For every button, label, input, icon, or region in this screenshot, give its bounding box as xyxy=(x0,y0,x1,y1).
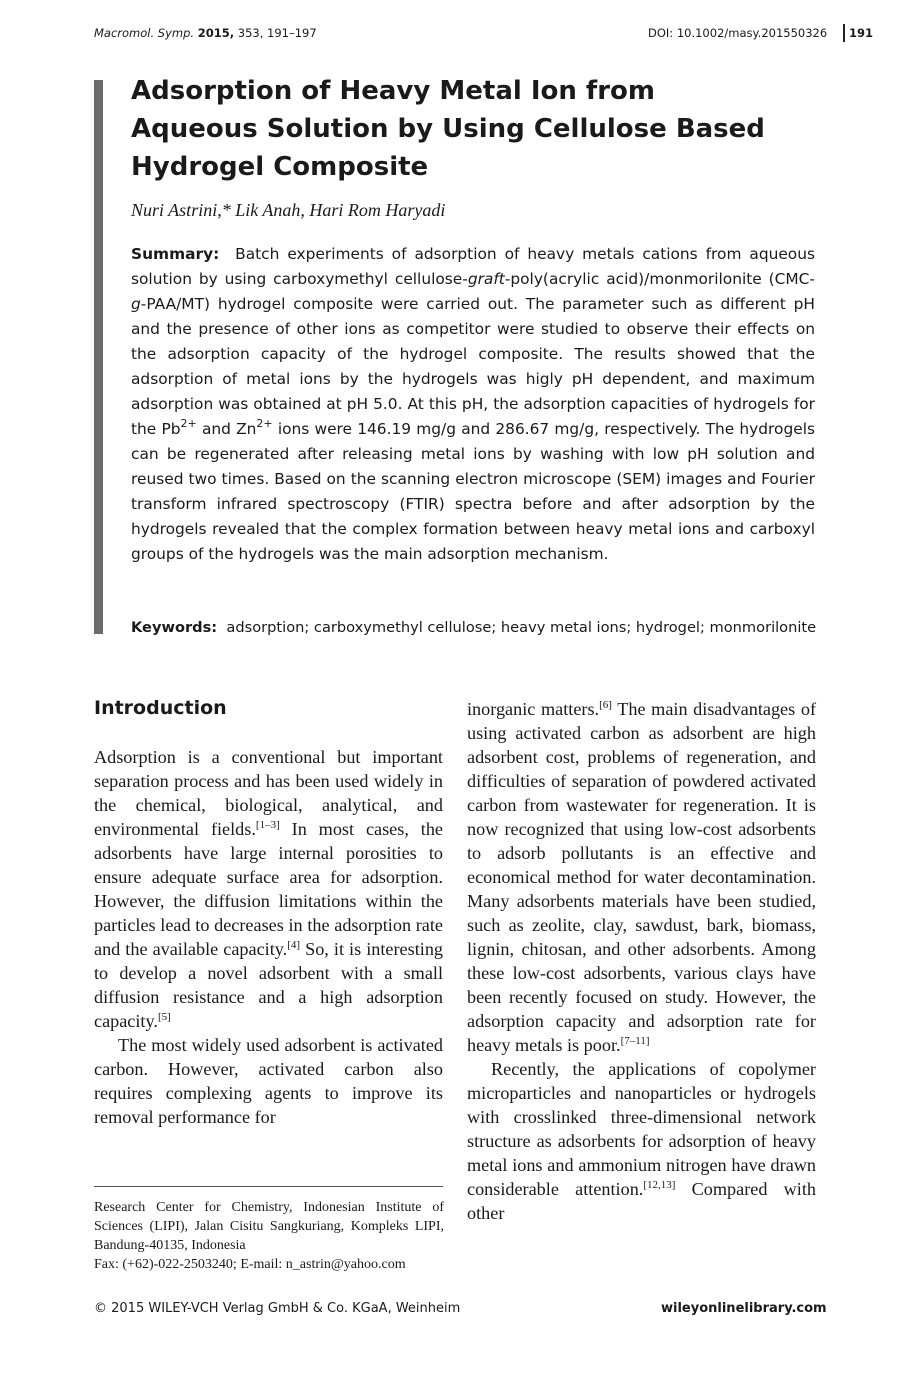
paragraph-text: Compared with other xyxy=(467,1179,816,1223)
keywords-label: Keywords: xyxy=(131,619,218,636)
footnote-divider xyxy=(94,1186,443,1187)
journal-year: 2015, xyxy=(197,26,235,40)
summary-text: -poly(acrylic acid)/monmorilonite (CMC- xyxy=(504,270,815,288)
summary-text: and Zn xyxy=(196,420,257,438)
page-number: 191 xyxy=(849,26,874,40)
paragraph xyxy=(94,745,443,1033)
citation-ref[interactable]: [1–3] xyxy=(255,819,280,831)
footnote-affiliation: Research Center for Chemistry, Indonesian Institute of Sciences (LIPI), Jalan Cisitu Sangkuriang, Kompleks LIPI, Bandung-40135, Indonesia xyxy=(94,1200,444,1253)
abstract-sidebar-bar xyxy=(94,80,103,634)
citation-ref[interactable]: [4] xyxy=(287,939,301,951)
header-divider xyxy=(843,24,845,42)
journal-name: Macromol. Symp. xyxy=(94,26,195,40)
paragraph-text: So, it is interesting to develop a novel adsorbent with a small diffusion resistance and a high adsorption capacity. xyxy=(94,939,443,1031)
summary-italic-g: g xyxy=(131,295,141,313)
doi[interactable]: DOI: 10.1002/masy.201550326 xyxy=(648,26,828,40)
author-list: Nuri Astrini,* Lik Anah, Hari Rom Haryadi xyxy=(131,200,446,220)
paragraph-text: Recently, the applications of copolymer microparticles and nanoparticles or hydrogels with crosslinked three-dimensional network structure as adsorbents for adsorption of heavy metal ions and ammonium nitrogen have drawn considerable attention. xyxy=(467,1059,816,1199)
article-title: Adsorption of Heavy Metal Ion from Aqueous Solution by Using Cellulose Based Hydrogel Composite xyxy=(131,76,765,182)
citation-ref[interactable]: [5] xyxy=(157,1011,171,1023)
superscript-charge: 2+ xyxy=(256,417,273,430)
summary-text: Batch experiments of adsorption of heavy metals cations from aqueous solution by using carboxymethyl cellulose- xyxy=(131,245,815,288)
section-heading-introduction: Introduction xyxy=(94,697,227,719)
citation-ref[interactable]: [7–11] xyxy=(620,1035,650,1047)
keywords xyxy=(131,617,821,639)
paragraph-text: Adsorption is a conventional but important separation process and has been used widely in the chemical, biological, analytical, and environmental fields. xyxy=(94,747,443,839)
paragraph xyxy=(467,1057,816,1225)
publisher-website-link[interactable]: wileyonlinelibrary.com xyxy=(661,1301,827,1316)
author-footnote xyxy=(94,1198,444,1274)
summary-label: Summary: xyxy=(131,245,220,263)
running-header-citation xyxy=(94,26,317,40)
copyright-notice: © 2015 WILEY-VCH Verlag GmbH & Co. KGaA, Weinheim xyxy=(94,1301,461,1316)
summary-text: ions were 146.19 mg/g and 286.67 mg/g, respectively. The hydrogels can be regenerated after releasing metal ions by washing with low pH solution and reused two times. Based on the scanning electron microscope (SEM) images and Fourier transform infrared spectroscopy (FTIR) spectra before and after adsorption by the hydrogels revealed that the complex formation between heavy metal ions and carboxyl groups of the hydrogels was the main adsorption mechanism. xyxy=(131,420,815,563)
paragraph-text: The main disadvantages of using activated carbon as adsorbent are high adsorbent cost, problems of regeneration, and difficulties of separation of powdered activated carbon from wastewater for regeneration. It is now recognized that using low-cost adsorbents to adsorb pollutants is an effective and economical method for water decontamination. Many adsorbents materials have been studied, such as zeolite, clay, sawdust, bark, biomass, lignin, chitosan, and other adsorbents. Among these low-cost adsorbents, various clays have been recently focused on study. However, the adsorption capacity and adsorption rate for heavy metals is poor. xyxy=(467,699,817,1055)
journal-volume-pages: 353, 191–197 xyxy=(234,26,317,40)
body-column-right xyxy=(467,697,816,1225)
paragraph xyxy=(467,697,816,1057)
body-column-left xyxy=(94,745,443,1129)
summary-abstract xyxy=(131,242,815,567)
citation-ref[interactable]: [12,13] xyxy=(643,1179,676,1191)
keywords-text: adsorption; carboxymethyl cellulose; heavy metal ions; hydrogel; monmorilonite xyxy=(226,619,817,636)
superscript-charge: 2+ xyxy=(180,417,197,430)
paragraph-text: In most cases, the adsorbents have large internal porosities to ensure adequate surface area for adsorption. However, the diffusion limitations within the particles lead to decreases in the adsorption rate and the available capacity. xyxy=(94,819,443,959)
citation-ref[interactable]: [6] xyxy=(599,699,612,711)
summary-text: -PAA/MT) hydrogel composite were carried out. The parameter such as different pH and the presence of other ions as competitor were studied to observe their effects on the adsorption capacity of the hydrogel composite. The results showed that the adsorption of metal ions by the hydrogels was higly pH dependent, and maximum adsorption was obtained at pH 5.0. At this pH, the adsorption capacities of hydrogels for the Pb xyxy=(131,295,815,438)
paragraph: The most widely used adsorbent is activated carbon. However, activated carbon also requires complexing agents to improve its removal performance for xyxy=(94,1035,443,1127)
paragraph-text: inorganic matters. xyxy=(467,699,600,719)
footnote-contact: Fax: (+62)-022-2503240; E-mail: n_astrin@yahoo.com xyxy=(94,1257,406,1272)
summary-italic-graft: graft xyxy=(467,270,505,288)
